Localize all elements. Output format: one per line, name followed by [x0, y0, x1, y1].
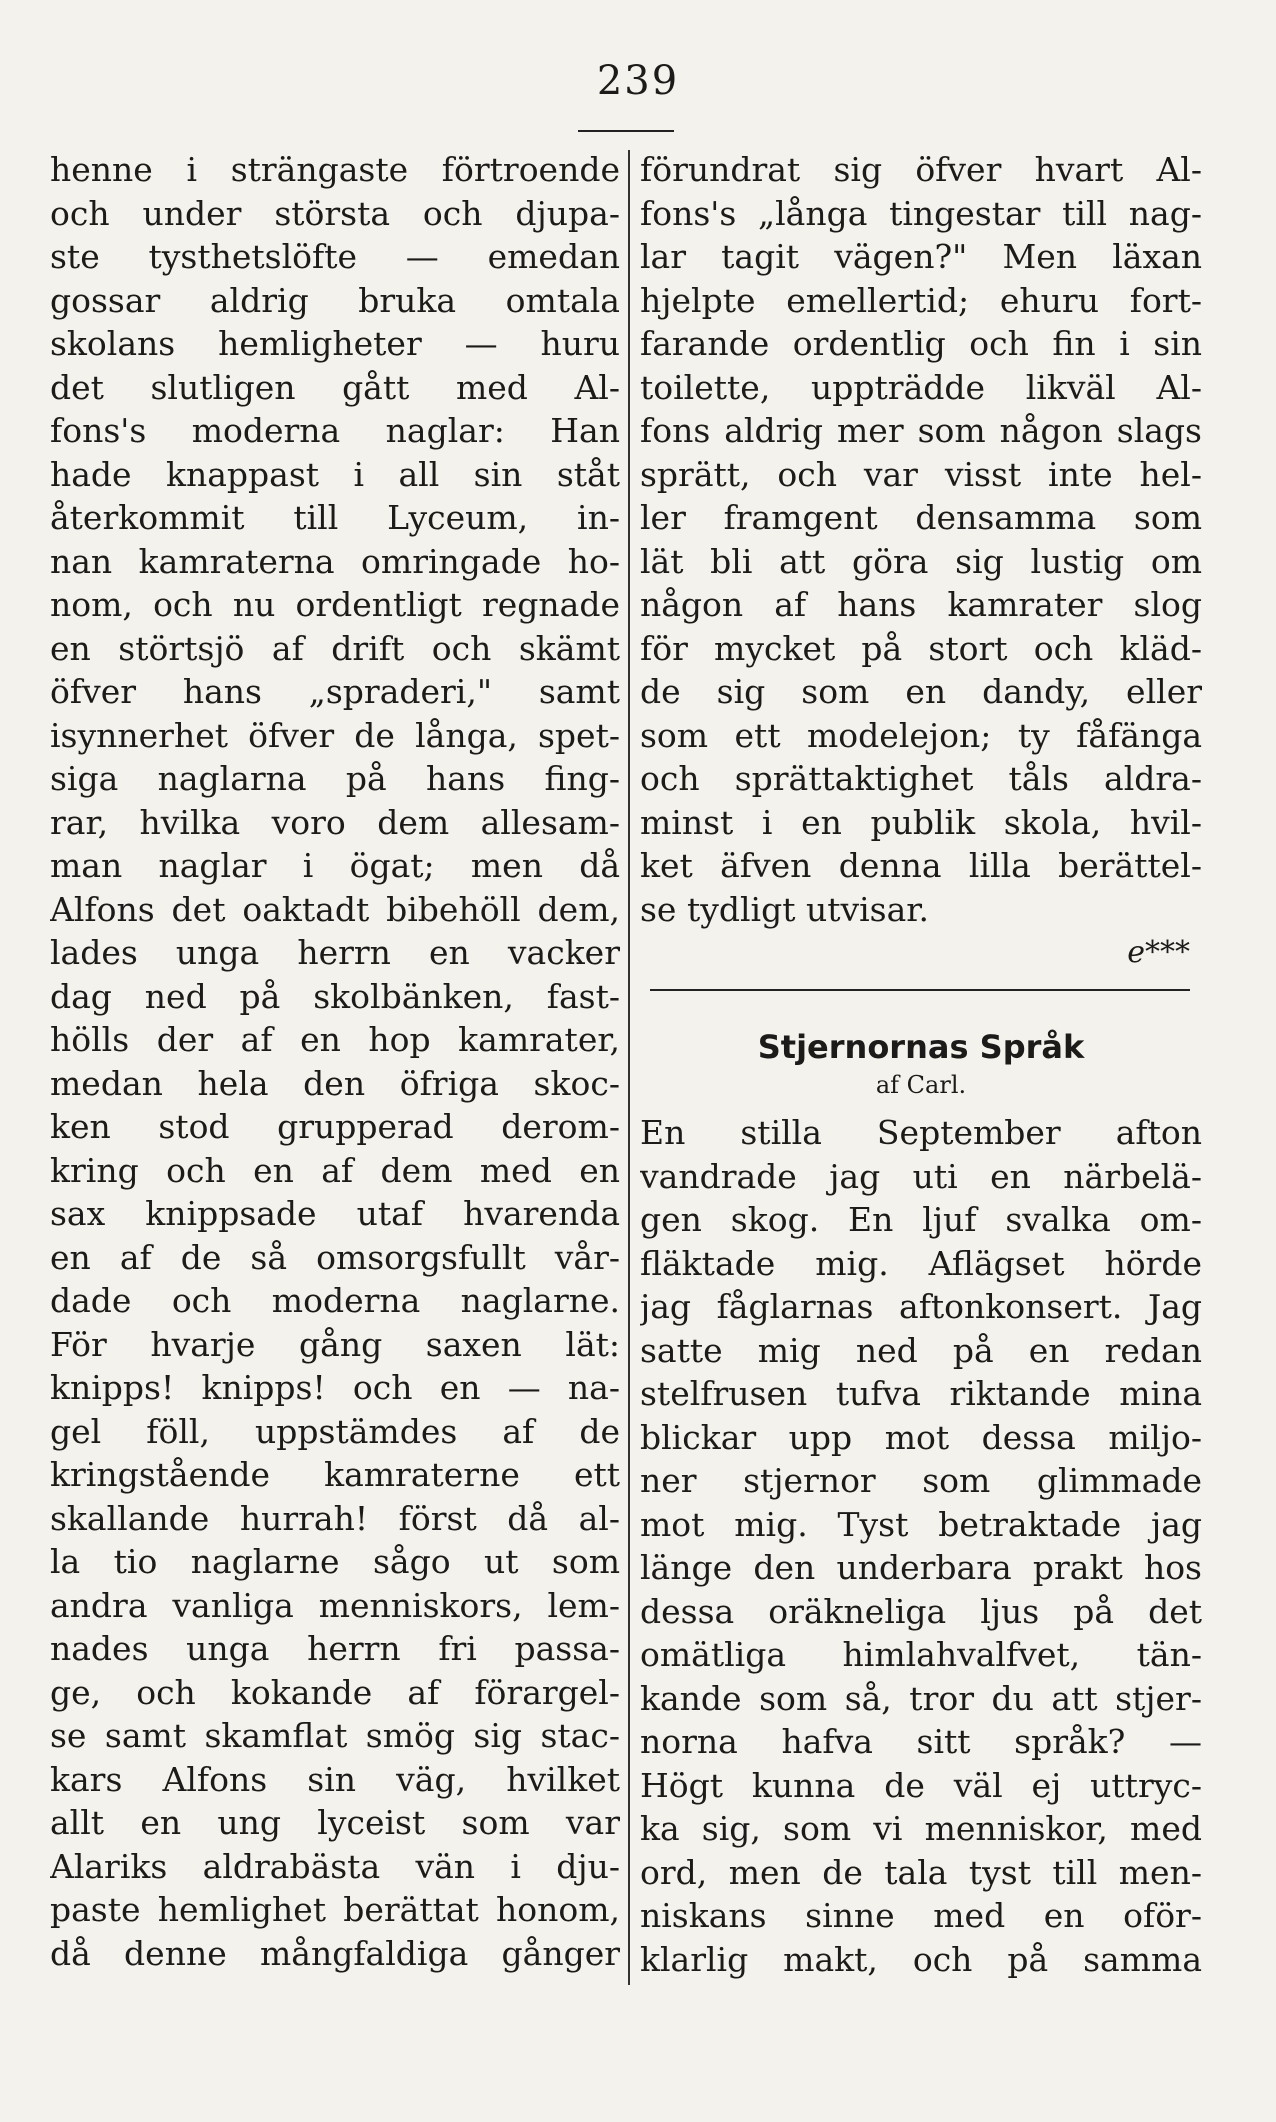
- text-line: allt en ung lyceist som var: [50, 1803, 620, 1842]
- text-line: En stilla September afton: [640, 1113, 1202, 1152]
- text-line: knipps! knipps! och en — na-: [50, 1368, 620, 1407]
- text-line: rar, hvilka voro dem allesam-: [50, 802, 620, 842]
- text-line: ge, och kokande af förargel-: [50, 1672, 620, 1712]
- text-line: fläktade mig. Aflägset hörde: [640, 1243, 1202, 1283]
- text-line: gen skog. En ljuf svalka om-: [640, 1200, 1202, 1239]
- text-line: dessa oräkneliga ljus på det: [640, 1591, 1202, 1631]
- text-line: skolans hemligheter — huru: [50, 324, 620, 363]
- text-line: fons aldrig mer som någon slags: [640, 411, 1202, 450]
- text-line: lar tagit vägen?" Men läxan: [640, 237, 1202, 276]
- text-line: ord, men de tala tyst till men-: [640, 1852, 1202, 1892]
- text-line: För hvarje gång saxen lät:: [50, 1324, 620, 1364]
- text-line: nom, och nu ordentligt regnade: [50, 585, 620, 624]
- article-title: Stjernornas Språk: [757, 1028, 1085, 1066]
- text-line: någon af hans kamrater slog: [640, 585, 1202, 624]
- text-line: gossar aldrig bruka omtala: [50, 280, 620, 320]
- text-line: nades unga herrn fri passa-: [50, 1629, 620, 1668]
- text-line: ka sig, som vi menniskor, med: [640, 1809, 1202, 1848]
- text-line: ken stod grupperad derom-: [50, 1107, 620, 1146]
- text-line: en af de så omsorgsfullt vår-: [50, 1237, 620, 1277]
- article-author: af Carl.: [875, 1071, 967, 1099]
- text-line: kringstående kamraterne ett: [50, 1455, 620, 1494]
- text-line: norna hafva sitt språk? —: [640, 1722, 1202, 1761]
- right-column-text: [640, 148, 1202, 931]
- text-line: fons's moderna naglar: Han: [50, 411, 620, 450]
- text-line: återkommit till Lyceum, in-: [50, 498, 620, 537]
- signature: e***: [1127, 935, 1190, 970]
- text-line: Alariks aldrabästa vän i dju-: [50, 1846, 620, 1886]
- text-line: henne i strängaste förtroende: [50, 150, 620, 189]
- text-line: hölls der af en hop kamrater,: [50, 1020, 620, 1059]
- text-line: dade och moderna naglarne.: [50, 1281, 620, 1320]
- text-line: mot mig. Tyst betraktade jag: [640, 1504, 1202, 1544]
- right-column: [640, 148, 1202, 1981]
- text-line: la tio naglarne sågo ut som: [50, 1542, 620, 1581]
- text-line: gel föll, uppstämdes af de: [50, 1411, 620, 1451]
- left-column: [50, 148, 620, 1975]
- text-line: isynnerhet öfver de långa, spet-: [50, 715, 620, 755]
- text-line: sprätt, och var visst inte hel-: [640, 454, 1202, 494]
- page-number: 239: [596, 58, 680, 104]
- text-line: klarlig makt, och på samma: [640, 1939, 1202, 1979]
- text-line: se samt skamflat smög sig stac-: [50, 1716, 620, 1755]
- text-line: skallande hurrah! först då al-: [50, 1498, 620, 1538]
- text-line: kring och en af dem med en: [50, 1150, 620, 1190]
- text-line: siga naglarna på hans fing-: [50, 759, 620, 798]
- column-divider: [628, 150, 630, 1985]
- text-line: för mycket på stort och kläd-: [640, 628, 1202, 668]
- text-line: medan hela den öfriga skoc-: [50, 1063, 620, 1103]
- text-line: minst i en publik skola, hvil-: [640, 802, 1202, 842]
- text-line: blickar upp mot dessa miljo-: [640, 1417, 1202, 1457]
- text-line: satte mig ned på en redan: [640, 1330, 1202, 1370]
- text-line: det slutligen gått med Al-: [50, 367, 620, 407]
- text-line: hjelpte emellertid; ehuru fort-: [640, 280, 1202, 320]
- text-line: andra vanliga menniskors, lem-: [50, 1585, 620, 1625]
- text-line: förundrat sig öfver hvart Al-: [640, 150, 1202, 189]
- header-rule: [578, 130, 674, 132]
- text-line: Alfons det oaktadt bibehöll dem,: [50, 889, 620, 929]
- text-line: man naglar i ögat; men då: [50, 846, 620, 885]
- text-line: ket äfven denna lilla berättel-: [640, 846, 1202, 885]
- text-line: som ett modelejon; ty fåfänga: [640, 715, 1202, 755]
- text-line: dag ned på skolbänken, fast-: [50, 976, 620, 1016]
- text-line: en störtsjö af drift och skämt: [50, 628, 620, 668]
- text-line: ler framgent densamma som: [640, 498, 1202, 537]
- text-line: toilette, uppträdde likväl Al-: [640, 367, 1202, 407]
- section-rule: [650, 989, 1190, 991]
- text-line: ner stjernor som glimmade: [640, 1461, 1202, 1500]
- text-line: de sig som en dandy, eller: [640, 672, 1202, 711]
- article-body: [640, 1111, 1202, 1981]
- text-line: jag fåglarnas aftonkonsert. Jag: [640, 1287, 1202, 1326]
- text-line: öfver hans „spraderi," samt: [50, 672, 620, 711]
- text-line: nan kamraterna omringade ho-: [50, 541, 620, 581]
- text-line: lades unga herrn en vacker: [50, 933, 620, 972]
- text-line: då denne mångfaldiga gånger: [50, 1933, 620, 1973]
- text-line: kars Alfons sin väg, hvilket: [50, 1759, 620, 1799]
- text-line: kande som så, tror du att stjer-: [640, 1678, 1202, 1718]
- text-line: och sprättaktighet tåls aldra-: [640, 759, 1202, 798]
- text-line: se tydligt utvisar.: [640, 889, 929, 929]
- text-line: niskans sinne med en oför-: [640, 1896, 1202, 1935]
- text-line: paste hemlighet berättat honom,: [50, 1890, 620, 1929]
- text-line: lät bli att göra sig lustig om: [640, 541, 1202, 581]
- text-line: stelfrusen tufva riktande mina: [640, 1374, 1202, 1413]
- text-line: ste tysthetslöfte — emedan: [50, 237, 620, 276]
- text-line: sax knippsade utaf hvarenda: [50, 1194, 620, 1233]
- text-line: länge den underbara prakt hos: [640, 1548, 1202, 1587]
- text-line: omätliga himlahvalfvet, tän-: [640, 1635, 1202, 1674]
- text-line: hade knappast i all sin ståt: [50, 454, 620, 494]
- text-line: farande ordentlig och fin i sin: [640, 324, 1202, 363]
- text-line: vandrade jag uti en närbelä-: [640, 1156, 1202, 1196]
- text-line: fons's „långa tingestar till nag-: [640, 193, 1202, 233]
- text-line: och under största och djupa-: [50, 193, 620, 233]
- text-line: Högt kunna de väl ej uttryc-: [640, 1765, 1202, 1805]
